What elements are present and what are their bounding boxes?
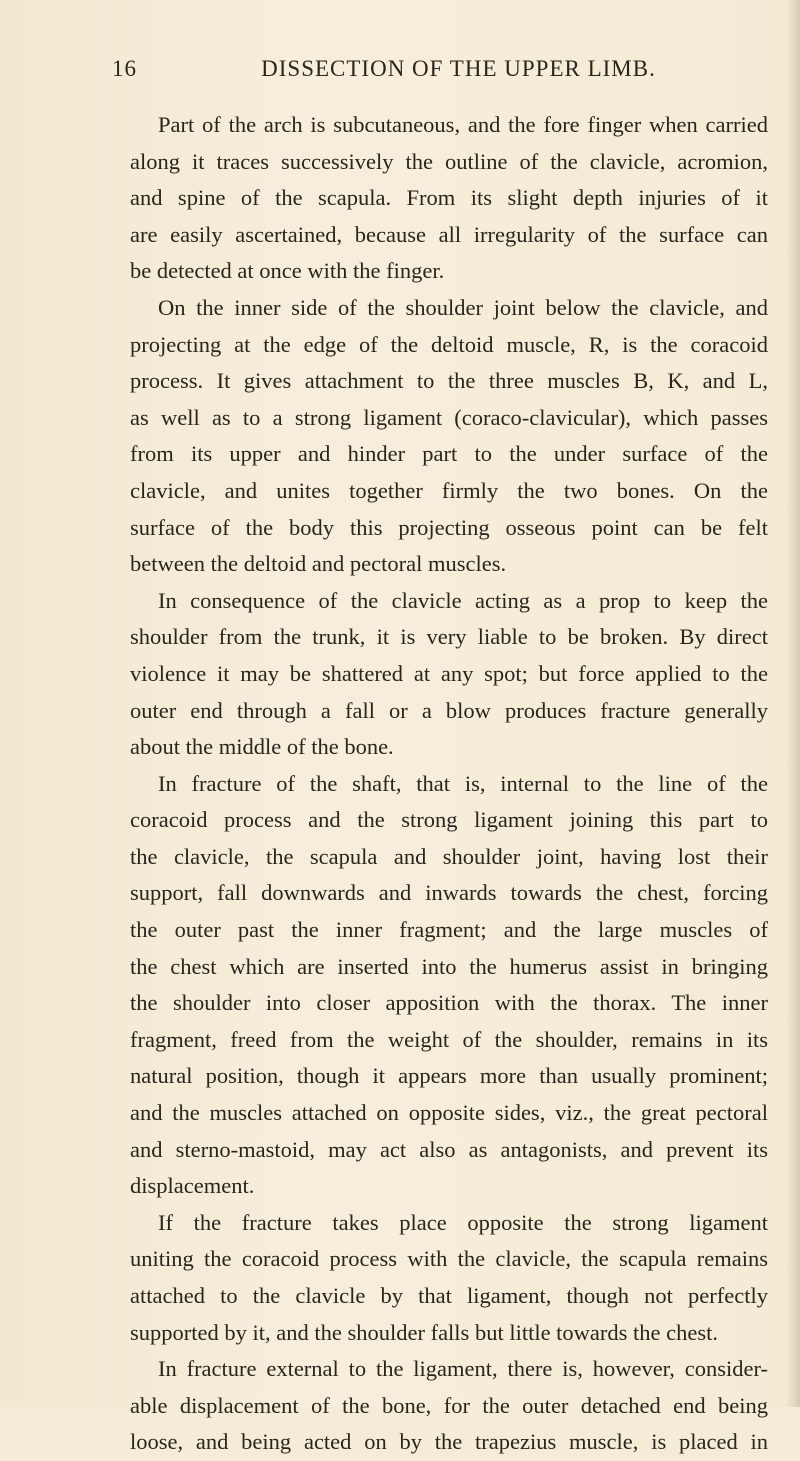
text-line: about the middle of the bone. <box>130 734 394 760</box>
text-line: In consequence of the clavicle acting as a prop to keep the <box>158 587 768 613</box>
paragraph <box>130 1205 768 1351</box>
text-line: loose, and being acted on by the trapezius muscle, is placed in <box>130 1429 768 1455</box>
text-line: process. It gives attachment to the three muscles B, K, and L, <box>130 368 768 394</box>
text-line: the outer past the inner fragment; and the large muscles of <box>130 917 768 943</box>
paragraph <box>130 107 768 290</box>
text-line: the clavicle, the scapula and shoulder joint, having lost their <box>130 843 768 869</box>
text-line: and spine of the scapula. From its slight depth injuries of it <box>130 185 768 211</box>
text-line: displacement. <box>130 1173 255 1199</box>
running-head-title: DISSECTION OF THE UPPER LIMB. <box>261 56 656 81</box>
text-line: able displacement of the bone, for the outer detached end being <box>130 1392 768 1418</box>
body-text <box>130 107 768 1461</box>
text-line: the shoulder into closer apposition with the thorax. The inner <box>130 990 768 1016</box>
text-line: as well as to a strong ligament (coraco-clavicular), which passes <box>130 404 768 430</box>
text-line: support, fall downwards and inwards towards the chest, forcing <box>130 880 768 906</box>
text-line: If the fracture takes place opposite the strong ligament <box>158 1209 768 1235</box>
text-line: natural position, though it appears more than usually prominent; <box>130 1063 768 1089</box>
text-line: supported by it, and the shoulder falls but little towards the chest. <box>130 1319 719 1345</box>
text-line: the chest which are inserted into the humerus assist in bringing <box>130 953 768 979</box>
page-number: 16 <box>112 56 137 81</box>
paragraph <box>130 1351 768 1461</box>
text-line: outer end through a fall or a blow produces fracture generally <box>130 697 768 723</box>
running-head <box>112 56 765 86</box>
text-line: uniting the coracoid process with the clavicle, the scapula remains <box>130 1246 768 1272</box>
text-line: coracoid process and the strong ligament joining this part to <box>130 807 768 833</box>
text-line: and the muscles attached on opposite sides, viz., the great pectoral <box>130 1100 768 1126</box>
paragraph <box>130 583 768 766</box>
text-line: violence it may be shattered at any spot; but force applied to the <box>130 660 768 686</box>
text-line: between the deltoid and pectoral muscles. <box>130 551 507 577</box>
text-line: projecting at the edge of the deltoid muscle, R, is the coracoid <box>130 331 768 357</box>
text-line: On the inner side of the shoulder joint below the clavicle, and <box>158 294 768 320</box>
text-line: surface of the body this projecting osseous point can be felt <box>130 514 768 540</box>
text-line: fragment, freed from the weight of the shoulder, remains in its <box>130 1026 768 1052</box>
text-line: shoulder from the trunk, it is very liable to be broken. By direct <box>130 624 768 650</box>
text-line: attached to the clavicle by that ligament, though not perfectly <box>130 1283 768 1308</box>
text-line: and sterno-mastoid, may act also as antagonists, and prevent its <box>130 1136 768 1162</box>
text-line: clavicle, and unites together firmly the two bones. On the <box>130 477 768 503</box>
page-edge-shadow <box>786 0 800 1407</box>
text-line: In fracture of the shaft, that is, internal to the line of the <box>158 770 768 796</box>
text-line: from its upper and hinder part to the under surface of the <box>130 441 768 467</box>
text-line: In fracture external to the ligament, there is, however, consider- <box>158 1356 768 1382</box>
text-line: be detected at once with the finger. <box>130 258 445 284</box>
text-line: along it traces successively the outline of the clavicle, acromion, <box>130 148 768 174</box>
text-line: are easily ascertained, because all irregularity of the surface can <box>130 221 768 247</box>
paragraph <box>130 766 768 1205</box>
text-line: Part of the arch is subcutaneous, and the fore finger when carried <box>158 112 768 137</box>
paragraph <box>130 290 768 583</box>
